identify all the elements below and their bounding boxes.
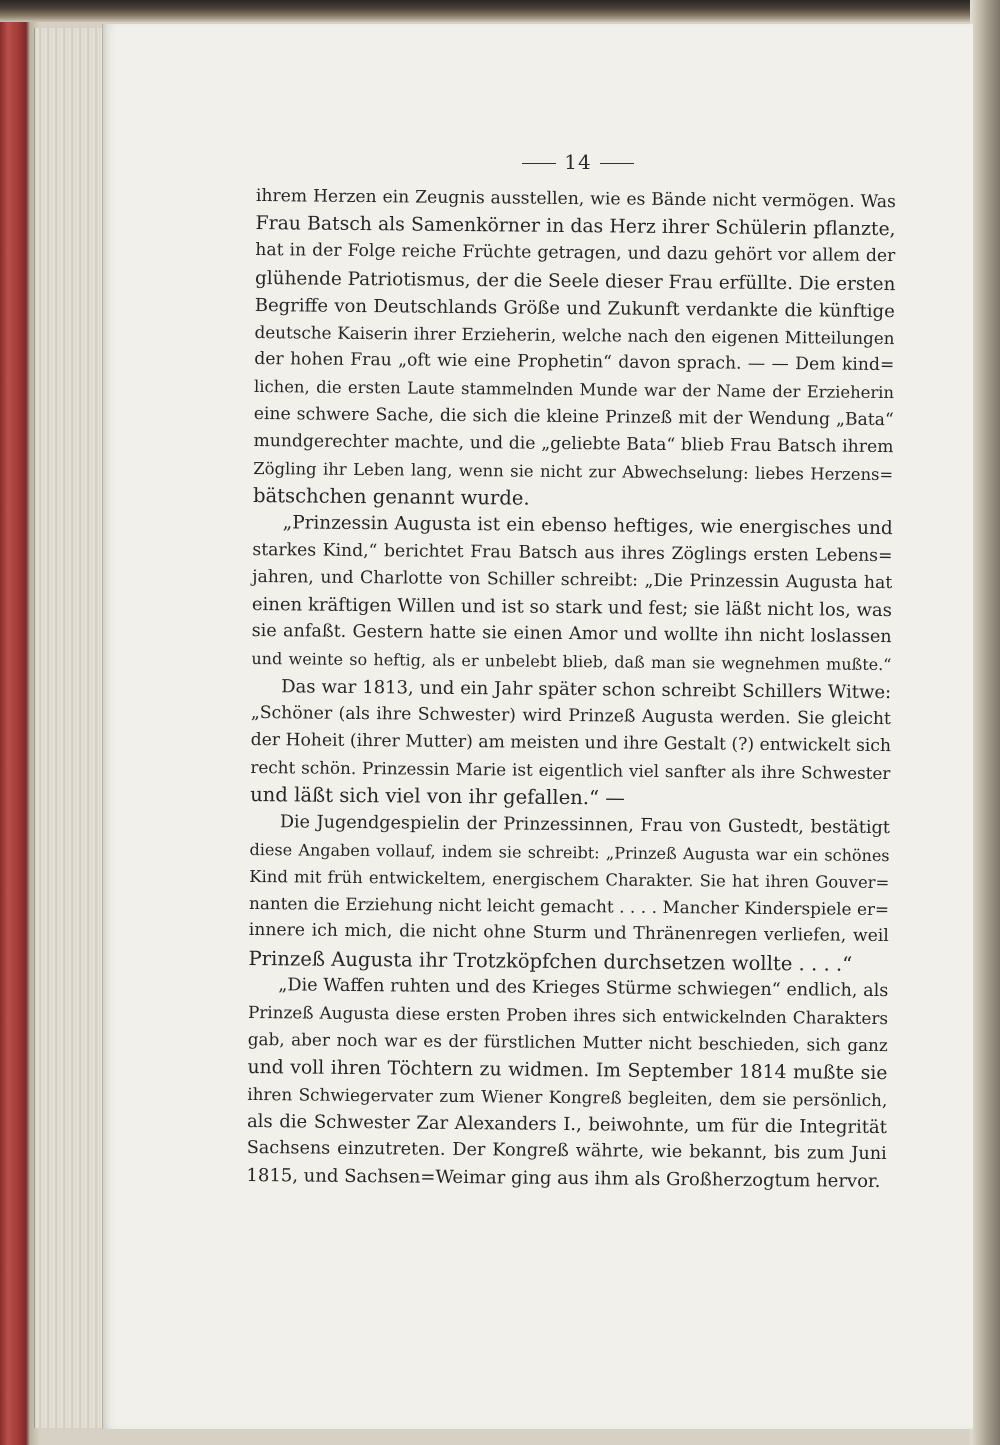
- text-line: lichen, die ersten Laute stammelnden Munde war der Name der Erzieherin: [253, 377, 895, 403]
- text-line: Sachsens einzutreten. Der Kongreß währte, wie bekannt, bis zum Juni: [246, 1138, 887, 1165]
- text-line: Frau Batsch als Samenkörner in das Herz ihrer Schülerin pflanzte,: [255, 213, 896, 241]
- text-line: Prinzeß Augusta diese ersten Proben ihres sich entwickelnden Charakters: [247, 1002, 889, 1029]
- text-line: Kind mit früh entwickeltem, energischem Charakter. Sie hat ihren Gouver=: [249, 867, 890, 893]
- text-line: innere ich mich, die nicht ohne Sturm und Thränenregen verliefen, weil: [248, 920, 889, 947]
- text-line: 1815, und Sachsen=Weimar ging aus ihm als Großherzogtum hervor.: [246, 1165, 881, 1193]
- text-line: Prinzeß Augusta ihr Trotzköpfchen durchsetzen wollte . . . .“: [248, 946, 853, 976]
- text-line: Das war 1813, und ein Jahr später schon schreibt Schillers Witwe:: [281, 675, 892, 703]
- text-line: „Prinzessin Augusta ist ein ebenso heftiges, wie energisches und: [282, 512, 893, 540]
- text-line: gab, aber noch war es der fürstlichen Mutter nicht beschieden, sich ganz: [247, 1029, 888, 1056]
- text-line: als die Schwester Zar Alexanders I., beiwohnte, um für die Integrität: [246, 1110, 888, 1139]
- text-line: mundgerechter machte, und die „geliebte Bata“ blieb Frau Batsch ihrem: [253, 430, 894, 457]
- text-line: sie anfaßt. Gestern hatte sie einen Amor und wollte ihn nicht loslassen: [251, 621, 892, 648]
- text-line: bätschchen genannt wurde.: [252, 484, 530, 510]
- text-line: nanten die Erziehung nicht leicht gemacht . . . . Mancher Kinderspiele er=: [248, 893, 890, 920]
- page-number: [508, 150, 648, 174]
- page-number-dash-left: [522, 163, 556, 164]
- text-line: „Die Waffen ruhten und des Krieges Stürme schwiegen“ endlich, als: [278, 975, 889, 1001]
- text-line: eine schwere Sache, die sich die kleine Prinzeß mit der Wendung „Bata“: [253, 403, 894, 430]
- book-right-edge: [970, 0, 1000, 1445]
- text-line: deutsche Kaiserin ihrer Erzieherin, welche nach den eigenen Mitteilungen: [254, 322, 895, 349]
- page-number-text: 14: [564, 150, 592, 174]
- text-line: recht schön. Prinzessin Marie ist eigentlich viel sanfter als ihre Schwester: [250, 757, 891, 784]
- text-line: hat in der Folge reiche Früchte getragen, und dazu gehört vor allem der: [255, 240, 896, 267]
- text-line: glühende Patriotismus, der die Seele dieser Frau erfüllte. Die ersten: [254, 267, 896, 295]
- text-line: und voll ihren Töchtern zu widmen. Im September 1814 mußte sie: [247, 1056, 888, 1084]
- text-line: der hohen Frau „oft wie eine Prophetin“ davon sprach. — — Dem kind=: [254, 349, 895, 376]
- text-line: Zögling ihr Leben lang, wenn sie nicht zur Abwechselung: liebes Herzens=: [253, 459, 894, 485]
- text-line: ihrem Herzen ein Zeugnis ausstellen, wie es Bände nicht vermögen. Was: [255, 185, 896, 213]
- text-line: einen kräftigen Willen und ist so stark und fest; sie läßt nicht los, was: [251, 594, 893, 622]
- page-number-dash-right: [600, 163, 634, 164]
- text-line: ihren Schwiegervater zum Wiener Kongreß begleiten, dem sie persönlich,: [247, 1083, 888, 1110]
- text-line: und weinte so heftig, als er unbelebt blieb, daß man sie wegnehmen mußte.“: [251, 649, 892, 675]
- body-text: [246, 183, 896, 1196]
- text-line: jahren, und Charlotte von Schiller schreibt: „Die Prinzessin Augusta hat: [252, 566, 893, 593]
- text-line: Begriffe von Deutschlands Größe und Zukunft verdankte die künftige: [254, 294, 895, 322]
- text-line: diese Angaben vollauf, indem sie schreibt: „Prinzeß Augusta war ein schönes: [249, 839, 890, 865]
- text-line: Die Jugendgespielin der Prinzessinnen, Frau von Gustedt, bestätigt: [279, 811, 890, 838]
- text-line: „Schöner (als ihre Schwester) wird Prinzeß Augusta werden. Sie gleicht: [250, 702, 891, 729]
- text-line: und läßt sich viel von ihr gefallen.“ —: [250, 783, 626, 811]
- book-top-edge: [0, 0, 1000, 22]
- text-line: der Hoheit (ihrer Mutter) am meisten und ihre Gestalt (?) entwickelt sich: [250, 730, 892, 757]
- text-line: starkes Kind,“ berichtet Frau Batsch aus ihres Zöglings ersten Lebens=: [252, 539, 893, 566]
